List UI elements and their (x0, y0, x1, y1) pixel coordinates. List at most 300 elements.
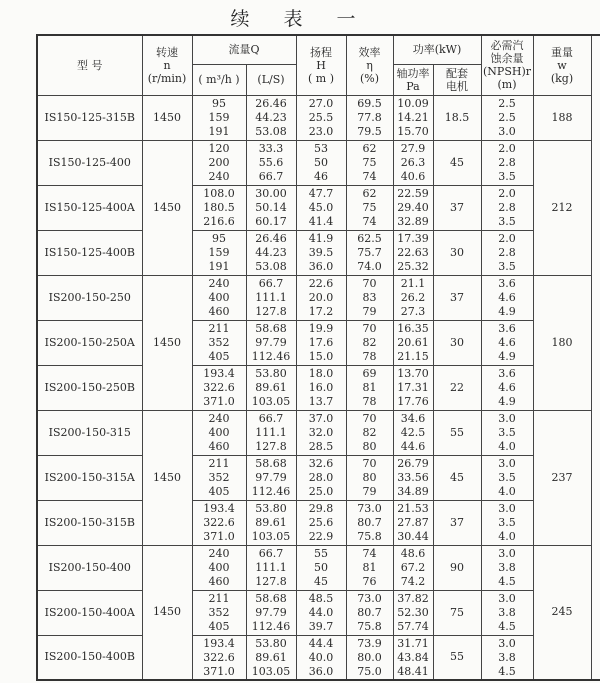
flow-ls-value: 58.68 (255, 591, 287, 605)
flow-m3h-value: 352 (208, 335, 230, 349)
shaft-power-value: 33.56 (397, 470, 429, 484)
flow-m3h-value: 352 (208, 605, 230, 619)
table-row (37, 410, 600, 455)
cell-speed: 1450 (142, 545, 192, 680)
flow-m3h-value: 322.6 (203, 650, 235, 664)
cell-head (296, 635, 346, 680)
cell-efficiency (346, 230, 393, 275)
shaft-power-value: 17.31 (397, 380, 429, 394)
flow-m3h-value: 211 (208, 321, 230, 335)
cell-model: IS150-125-400B (37, 230, 142, 275)
shaft-power-value: 27.3 (400, 305, 426, 319)
npsh-value: 3.5 (498, 215, 516, 229)
cell-shaft-power (393, 545, 433, 590)
shaft-power-value: 25.32 (397, 260, 429, 274)
cell-flow-ls (246, 455, 296, 500)
flow-ls-value: 53.08 (255, 260, 287, 274)
flow-ls-value: 66.7 (258, 170, 284, 184)
table-row (37, 590, 600, 635)
cell-shaft-power (393, 230, 433, 275)
cell-model: IS200-150-315 (37, 410, 142, 455)
head-value: 48.5 (308, 591, 334, 605)
head-value: 39.7 (308, 620, 334, 634)
cell-flow-ls (246, 545, 296, 590)
head-value: 44.0 (308, 605, 334, 619)
cell-flow-m3h (192, 635, 246, 680)
flow-ls-value: 111.1 (255, 290, 287, 304)
flow-m3h-value: 405 (208, 350, 230, 364)
head-value: 53 (314, 141, 328, 155)
cell-flow-m3h (192, 320, 246, 365)
flow-ls-value: 53.08 (255, 125, 287, 139)
efficiency-value: 74 (362, 170, 377, 184)
efficiency-value: 69 (362, 366, 377, 380)
cell-model: IS200-150-315B (37, 500, 142, 545)
flow-m3h-value: 200 (208, 155, 230, 169)
flow-m3h-value: 405 (208, 485, 230, 499)
table-row (37, 320, 600, 365)
table-row (37, 545, 600, 590)
cell-efficiency (346, 275, 393, 320)
cell-shaft-power (393, 95, 433, 140)
flow-m3h-value: 371.0 (203, 664, 235, 678)
flow-m3h-value: 211 (208, 591, 230, 605)
flow-m3h-value: 193.4 (203, 501, 235, 515)
flow-ls-value: 58.68 (255, 321, 287, 335)
flow-ls-value: 89.61 (255, 515, 287, 529)
flow-m3h-value: 371.0 (203, 530, 235, 544)
npsh-value: 3.5 (498, 470, 516, 484)
head-value: 36.0 (308, 664, 334, 678)
flow-ls-value: 127.8 (255, 305, 287, 319)
shaft-power-value: 22.59 (397, 186, 429, 200)
cell-efficiency (346, 500, 393, 545)
table-row (37, 140, 600, 185)
npsh-value: 2.5 (498, 110, 516, 124)
efficiency-value: 73.0 (357, 501, 382, 515)
flow-ls-value: 30.00 (255, 186, 287, 200)
head-value: 19.9 (308, 321, 334, 335)
cell-flow-ls (246, 185, 296, 230)
head-value: 15.0 (308, 350, 334, 364)
flow-m3h-value: 460 (208, 305, 230, 319)
efficiency-value: 74 (362, 215, 377, 229)
efficiency-value: 79 (362, 305, 377, 319)
efficiency-value: 75.7 (357, 245, 382, 259)
flow-m3h-value: 191 (208, 260, 230, 274)
efficiency-value: 74.0 (357, 260, 382, 274)
head-value: 16.0 (308, 380, 334, 394)
efficiency-value: 80 (362, 440, 377, 454)
header-flow: 流量Q (192, 35, 296, 64)
flow-ls-value: 112.46 (251, 350, 291, 364)
efficiency-value: 75 (362, 200, 377, 214)
npsh-value: 3.0 (498, 501, 516, 515)
flow-ls-value: 44.23 (255, 245, 287, 259)
flow-ls-value: 89.61 (255, 380, 287, 394)
head-value: 32.6 (308, 456, 334, 470)
cell-speed: 1450 (142, 275, 192, 410)
cell-flow-ls (246, 590, 296, 635)
npsh-value: 3.0 (498, 456, 516, 470)
shaft-power-value: 17.76 (397, 395, 429, 409)
flow-ls-value: 53.80 (255, 636, 287, 650)
efficiency-value: 62.5 (357, 231, 382, 245)
cell-head (296, 140, 346, 185)
npsh-value: 2.8 (498, 200, 516, 214)
table-title: 续 表 一 (230, 8, 370, 30)
table-header (37, 35, 600, 95)
head-value: 17.2 (308, 305, 334, 319)
npsh-value: 3.8 (498, 650, 516, 664)
head-value: 22.6 (308, 276, 334, 290)
cell-flow-m3h (192, 230, 246, 275)
header-weight: 重量 w (kg) (533, 35, 591, 95)
cell-shaft-power (393, 455, 433, 500)
cell-motor-power: 30 (433, 320, 481, 365)
cell-model: IS200-150-400A (37, 590, 142, 635)
shaft-power-value: 21.15 (397, 350, 429, 364)
shaft-power-value: 14.21 (397, 110, 429, 124)
flow-m3h-value: 371.0 (203, 395, 235, 409)
flow-ls-value: 53.80 (255, 366, 287, 380)
shaft-power-value: 34.6 (400, 411, 426, 425)
cell-model: IS150-125-400A (37, 185, 142, 230)
npsh-value: 3.6 (498, 276, 516, 290)
flow-m3h-value: 240 (208, 276, 230, 290)
cell-motor-power: 30 (433, 230, 481, 275)
cell-shaft-power (393, 275, 433, 320)
cell-motor-power: 55 (433, 410, 481, 455)
cell-shaft-power (393, 500, 433, 545)
flow-m3h-value: 322.6 (203, 380, 235, 394)
npsh-value: 3.5 (498, 170, 516, 184)
cell-efficiency (346, 590, 393, 635)
efficiency-value: 82 (362, 335, 377, 349)
head-value: 18.0 (308, 366, 334, 380)
cell-weight: 188 (533, 95, 591, 140)
flow-ls-value: 89.61 (255, 650, 287, 664)
cell-flow-ls (246, 500, 296, 545)
table-row (37, 365, 600, 410)
cell-head (296, 410, 346, 455)
npsh-value: 4.9 (498, 350, 516, 364)
flow-m3h-value: 240 (208, 170, 230, 184)
flow-ls-value: 103.05 (251, 664, 291, 678)
cell-npsh (481, 275, 533, 320)
cell-npsh (481, 320, 533, 365)
table-row (37, 275, 600, 320)
cell-flow-ls (246, 140, 296, 185)
efficiency-value: 81 (362, 560, 377, 574)
head-value: 45 (314, 575, 328, 589)
npsh-value: 4.5 (498, 664, 516, 678)
cell-head (296, 590, 346, 635)
npsh-value: 3.8 (498, 605, 516, 619)
npsh-value: 4.5 (498, 620, 516, 634)
flow-m3h-value: 120 (208, 141, 230, 155)
head-value: 44.4 (308, 636, 334, 650)
efficiency-value: 75.8 (357, 620, 382, 634)
cell-motor-power: 90 (433, 545, 481, 590)
npsh-value: 2.8 (498, 155, 516, 169)
npsh-value: 4.6 (498, 290, 516, 304)
cell-flow-m3h (192, 365, 246, 410)
efficiency-value: 70 (362, 456, 377, 470)
flow-ls-value: 50.14 (255, 200, 287, 214)
head-value: 29.8 (308, 501, 334, 515)
table-row (37, 455, 600, 500)
shaft-power-value: 74.2 (400, 575, 426, 589)
cell-motor-power: 45 (433, 140, 481, 185)
header-model: 型 号 (37, 35, 142, 95)
head-value: 46 (314, 170, 328, 184)
cell-flow-ls (246, 320, 296, 365)
shaft-power-value: 27.9 (400, 141, 426, 155)
cell-head (296, 545, 346, 590)
efficiency-value: 70 (362, 321, 377, 335)
efficiency-value: 75 (362, 155, 377, 169)
cell-motor-power: 37 (433, 275, 481, 320)
header-shaft-power: 轴功率 Pa (393, 64, 433, 95)
flow-m3h-value: 322.6 (203, 515, 235, 529)
head-value: 25.6 (308, 515, 334, 529)
cell-flow-ls (246, 365, 296, 410)
cell-flow-ls (246, 275, 296, 320)
npsh-value: 3.0 (498, 411, 516, 425)
head-value: 22.9 (308, 530, 334, 544)
cell-speed: 1450 (142, 95, 192, 140)
flow-m3h-value: 159 (208, 245, 230, 259)
flow-m3h-value: 405 (208, 620, 230, 634)
head-value: 28.5 (308, 440, 334, 454)
efficiency-value: 77.8 (357, 110, 382, 124)
cell-efficiency (346, 95, 393, 140)
flow-m3h-value: 95 (212, 96, 226, 110)
cell-shaft-power (393, 365, 433, 410)
efficiency-value: 74 (362, 546, 377, 560)
cell-flow-ls (246, 635, 296, 680)
cell-speed: 1450 (142, 140, 192, 275)
cell-head (296, 95, 346, 140)
npsh-value: 4.6 (498, 380, 516, 394)
shaft-power-value: 26.3 (400, 155, 426, 169)
shaft-power-value: 40.6 (400, 170, 426, 184)
flow-ls-value: 97.79 (255, 605, 287, 619)
flow-ls-value: 60.17 (255, 215, 287, 229)
head-value: 41.4 (308, 215, 334, 229)
cell-npsh (481, 95, 533, 140)
cell-motor-power: 75 (433, 590, 481, 635)
header-head: 扬程 H ( m ) (296, 35, 346, 95)
flow-ls-value: 33.3 (258, 141, 284, 155)
shaft-power-value: 29.40 (397, 200, 429, 214)
flow-m3h-value: 95 (212, 231, 226, 245)
flow-ls-value: 112.46 (251, 485, 291, 499)
npsh-value: 3.0 (498, 125, 516, 139)
flow-ls-value: 26.46 (255, 231, 287, 245)
npsh-value: 2.0 (498, 186, 516, 200)
header-efficiency: 效率 η (%) (346, 35, 393, 95)
shaft-power-value: 26.79 (397, 456, 429, 470)
cell-model: IS150-125-315B (37, 95, 142, 140)
shaft-power-value: 48.41 (397, 664, 429, 678)
shaft-power-value: 31.71 (397, 636, 429, 650)
efficiency-value: 80 (362, 470, 377, 484)
flow-m3h-value: 400 (208, 425, 230, 439)
efficiency-value: 79 (362, 485, 377, 499)
flow-ls-value: 97.79 (255, 470, 287, 484)
head-value: 13.7 (308, 395, 334, 409)
cell-motor-power: 22 (433, 365, 481, 410)
flow-m3h-value: 352 (208, 470, 230, 484)
npsh-value: 4.9 (498, 305, 516, 319)
flow-ls-value: 55.6 (258, 155, 284, 169)
flow-ls-value: 111.1 (255, 425, 287, 439)
efficiency-value: 62 (362, 186, 377, 200)
header-npsh: 必需汽 蚀余量 (NPSH)r (m) (481, 35, 533, 95)
cell-speed: 1450 (142, 410, 192, 545)
head-value: 39.5 (308, 245, 334, 259)
cell-npsh (481, 185, 533, 230)
header-flow-ls: (L/S) (246, 64, 296, 95)
efficiency-value: 81 (362, 380, 377, 394)
table-row (37, 185, 600, 230)
flow-m3h-value: 400 (208, 290, 230, 304)
cell-npsh (481, 455, 533, 500)
flow-ls-value: 58.68 (255, 456, 287, 470)
head-value: 55 (314, 546, 328, 560)
efficiency-value: 83 (362, 290, 377, 304)
cell-model: IS200-150-400B (37, 635, 142, 680)
cell-shaft-power (393, 590, 433, 635)
shaft-power-value: 43.84 (397, 650, 429, 664)
shaft-power-value: 17.39 (397, 231, 429, 245)
shaft-power-value: 13.70 (397, 366, 429, 380)
cell-efficiency (346, 455, 393, 500)
cell-motor-power: 37 (433, 185, 481, 230)
cell-npsh (481, 140, 533, 185)
flow-ls-value: 112.46 (251, 620, 291, 634)
flow-m3h-value: 211 (208, 456, 230, 470)
flow-ls-value: 103.05 (251, 530, 291, 544)
cell-head (296, 455, 346, 500)
cell-npsh (481, 410, 533, 455)
npsh-value: 4.5 (498, 575, 516, 589)
table-row (37, 500, 600, 545)
cell-motor-power: 45 (433, 455, 481, 500)
shaft-power-value: 42.5 (400, 425, 426, 439)
cell-flow-m3h (192, 500, 246, 545)
header-power: 功率(kW) (393, 35, 481, 64)
cell-flow-m3h (192, 590, 246, 635)
flow-ls-value: 127.8 (255, 440, 287, 454)
table-body (37, 95, 600, 680)
flow-m3h-value: 460 (208, 440, 230, 454)
efficiency-value: 70 (362, 411, 377, 425)
flow-m3h-value: 460 (208, 575, 230, 589)
cell-shaft-power (393, 320, 433, 365)
table-row (37, 95, 600, 140)
npsh-value: 3.0 (498, 546, 516, 560)
header-flow-m3h: ( m³/h ) (192, 64, 246, 95)
npsh-value: 3.5 (498, 515, 516, 529)
flow-ls-value: 111.1 (255, 560, 287, 574)
flow-m3h-value: 159 (208, 110, 230, 124)
head-value: 20.0 (308, 290, 334, 304)
npsh-value: 3.5 (498, 260, 516, 274)
head-value: 28.0 (308, 470, 334, 484)
shaft-power-value: 32.89 (397, 215, 429, 229)
cell-flow-m3h (192, 455, 246, 500)
efficiency-value: 62 (362, 141, 377, 155)
cell-flow-ls (246, 95, 296, 140)
cell-flow-m3h (192, 545, 246, 590)
cell-head (296, 365, 346, 410)
flow-ls-value: 97.79 (255, 335, 287, 349)
cell-head (296, 230, 346, 275)
cell-npsh (481, 545, 533, 590)
shaft-power-value: 10.09 (397, 96, 429, 110)
head-value: 45.0 (308, 200, 334, 214)
cell-model: IS150-125-400 (37, 140, 142, 185)
flow-m3h-value: 240 (208, 411, 230, 425)
flow-ls-value: 127.8 (255, 575, 287, 589)
shaft-power-value: 26.2 (400, 290, 426, 304)
shaft-power-value: 44.6 (400, 440, 426, 454)
head-value: 25.5 (308, 110, 334, 124)
cell-npsh (481, 590, 533, 635)
head-value: 32.0 (308, 425, 334, 439)
shaft-power-value: 52.30 (397, 605, 429, 619)
cell-npsh (481, 365, 533, 410)
flow-ls-value: 103.05 (251, 395, 291, 409)
cell-weight: 245 (533, 545, 591, 680)
shaft-power-value: 21.53 (397, 501, 429, 515)
cell-weight: 237 (533, 410, 591, 545)
cell-model: IS200-150-250B (37, 365, 142, 410)
efficiency-value: 80.0 (357, 650, 382, 664)
efficiency-value: 78 (362, 395, 377, 409)
npsh-value: 3.8 (498, 560, 516, 574)
flow-m3h-value: 180.5 (203, 200, 235, 214)
npsh-value: 3.6 (498, 321, 516, 335)
cell-npsh (481, 635, 533, 680)
shaft-power-value: 20.61 (397, 335, 429, 349)
shaft-power-value: 34.89 (397, 485, 429, 499)
shaft-power-value: 16.35 (397, 321, 429, 335)
efficiency-value: 70 (362, 276, 377, 290)
cell-head (296, 320, 346, 365)
cell-efficiency (346, 320, 393, 365)
shaft-power-value: 27.87 (397, 515, 429, 529)
cell-head (296, 500, 346, 545)
cell-flow-ls (246, 230, 296, 275)
cell-npsh (481, 500, 533, 545)
cell-flow-m3h (192, 275, 246, 320)
head-value: 37.0 (308, 411, 334, 425)
efficiency-value: 80.7 (357, 515, 382, 529)
header-motor-power: 配套 电机 (433, 64, 481, 95)
npsh-value: 4.6 (498, 335, 516, 349)
flow-ls-value: 26.46 (255, 96, 287, 110)
shaft-power-value: 21.1 (400, 276, 426, 290)
shaft-power-value: 57.74 (397, 620, 429, 634)
npsh-value: 3.0 (498, 591, 516, 605)
cell-flow-m3h (192, 185, 246, 230)
npsh-value: 2.0 (498, 231, 516, 245)
head-value: 47.7 (308, 186, 334, 200)
